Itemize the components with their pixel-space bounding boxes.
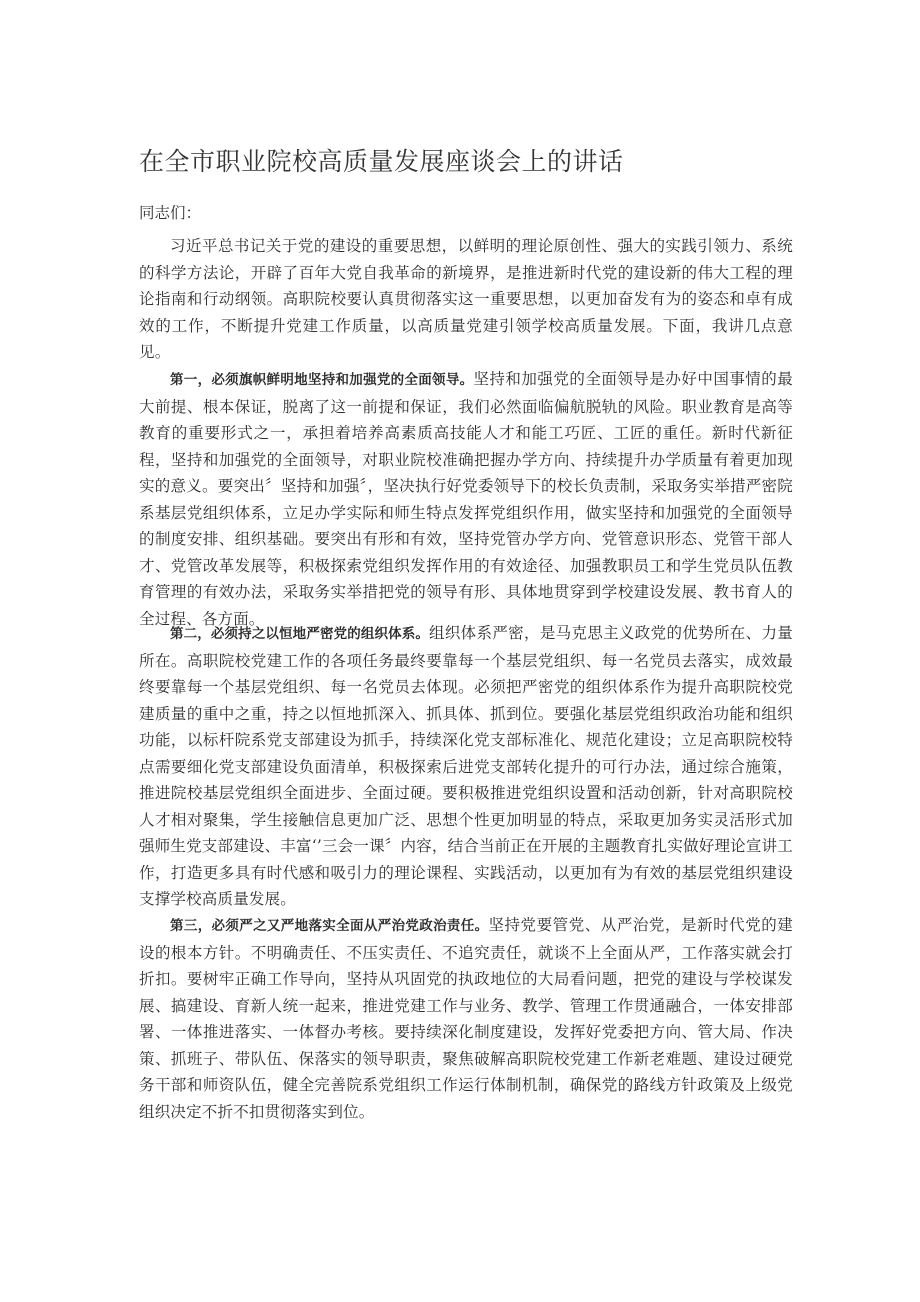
point-three-heading: 第三，必须严之又严地落实全面从严治党政治责任。 (170, 918, 489, 934)
paragraph-intro (139, 233, 793, 366)
point-two-text: 组织体系严密，是马克思主义政党的优势所在、力量所在。高职院校党建工作的各项任务最终要靠每一个基层党组织、每一名党员去落实，成效最终要靠每一个基层党组织、每一名党员去体现。必须把严密党的组织体系作为提升高职院校党建质量的重中之重，持之以恒地抓深入、抓具体、抓到位。要强化基层党组织政治功能和组织功能，以标杆院系党支部建设为抓手，持续深化党支部标准化、规范化建设；立足高职院校特点需要细化党支部建设负面清单，积极探索后进党支部转化提升的可行办法，通过综合施策，推进院校基层党组织全面进步、全面过硬。要积极推进党组织设置和活动创新，针对高职院校人才相对聚集，学生接触信息更加广泛、思想个性更加明显的特点，采取更加务实灵活形式加强师生党支部建设、丰富‘’三会一课〞内容，结合当前正在开展的主题教育扎实做好理论宣讲工作，打造更多具有时代感和吸引力的理论课程、实践活动，以更加有为有效的基层党组织建设支撑学校高质量发展。 (139, 624, 793, 908)
point-three-text: 坚持党要管党、从严治党，是新时代党的建设的根本方针。不明确责任、不压实责任、不追究责任，就谈不上全面从严，工作落实就会打折扣。要树牢正确工作导向，坚持从巩固党的执政地位的大局看问题，把党的建设与学校谋发展、搞建设、育新人统一起来，推进党建工作与业务、教学、管理工作贯通融合，一体安排部署、一体推进落实、一体督办考核。要持续深化制度建设，发挥好党委把方向、管大局、作决策、抓班子、带队伍、保落实的领导职责，聚焦破解高职院校党建工作新老难题、建设过硬党务干部和师资队伍，健全完善院系党组织工作运行体制机制，确保党的路线方针政策及上级党组织决定不折不扣贯彻落实到位。 (139, 916, 793, 1121)
paragraph-point-three (139, 912, 793, 1125)
salutation: 同志们： (139, 204, 202, 222)
paragraph-point-one (139, 366, 793, 632)
point-two-heading: 第二，必须持之以恒地严密党的组织体系。 (170, 626, 429, 642)
point-one-heading: 第一，必须旗帜鲜明地坚持和加强党的全面领导。 (170, 372, 474, 388)
paragraph-intro-text: 习近平总书记关于党的建设的重要思想，以鲜明的理论原创性、强大的实践引领力、系统的科学方法论，开辟了百年大党自我革命的新境界，是推进新时代党的建设新的伟大工程的理论指南和行动纲领。高职院校要认真贯彻落实这一重要思想，以更加奋发有为的姿态和卓有成效的工作，不断提升党建工作质量，以高质量党建引领学校高质量发展。下面，我讲几点意见。 (139, 237, 793, 361)
document-title: 在全市职业院校高质量发展座谈会上的讲话 (139, 147, 624, 176)
paragraph-point-two (139, 620, 793, 913)
point-one-text: 坚持和加强党的全面领导是办好中国事情的最大前提、根本保证，脱离了这一前提和保证，我们必然面临偏航脱轨的风险。职业教育是高等教育的重要形式之一，承担着培养高素质高技能人才和能工巧匠、工匠的重任。新时代新征程，坚持和加强党的全面领导，对职业院校准确把握办学方向、持续提升办学质量有着更加现实的意义。要突出〞坚持和加强〞，坚决执行好党委领导下的校长负责制，采取务实举措严密院系基层党组织体系，立足办学实际和师生特点发挥党组织作用，做实坚持和加强党的全面领导的制度安排、组织基础。要突出有形和有效，坚持党管办学方向、党管意识形态、党管干部人才、党管改革发展等，积极探索党组织发挥作用的有效途径、加强教职员工和学生党员队伍教育管理的有效办法，采取务实举措把党的领导有形、具体地贯穿到学校建设发展、教书育人的全过程、各方面。 (139, 370, 793, 628)
